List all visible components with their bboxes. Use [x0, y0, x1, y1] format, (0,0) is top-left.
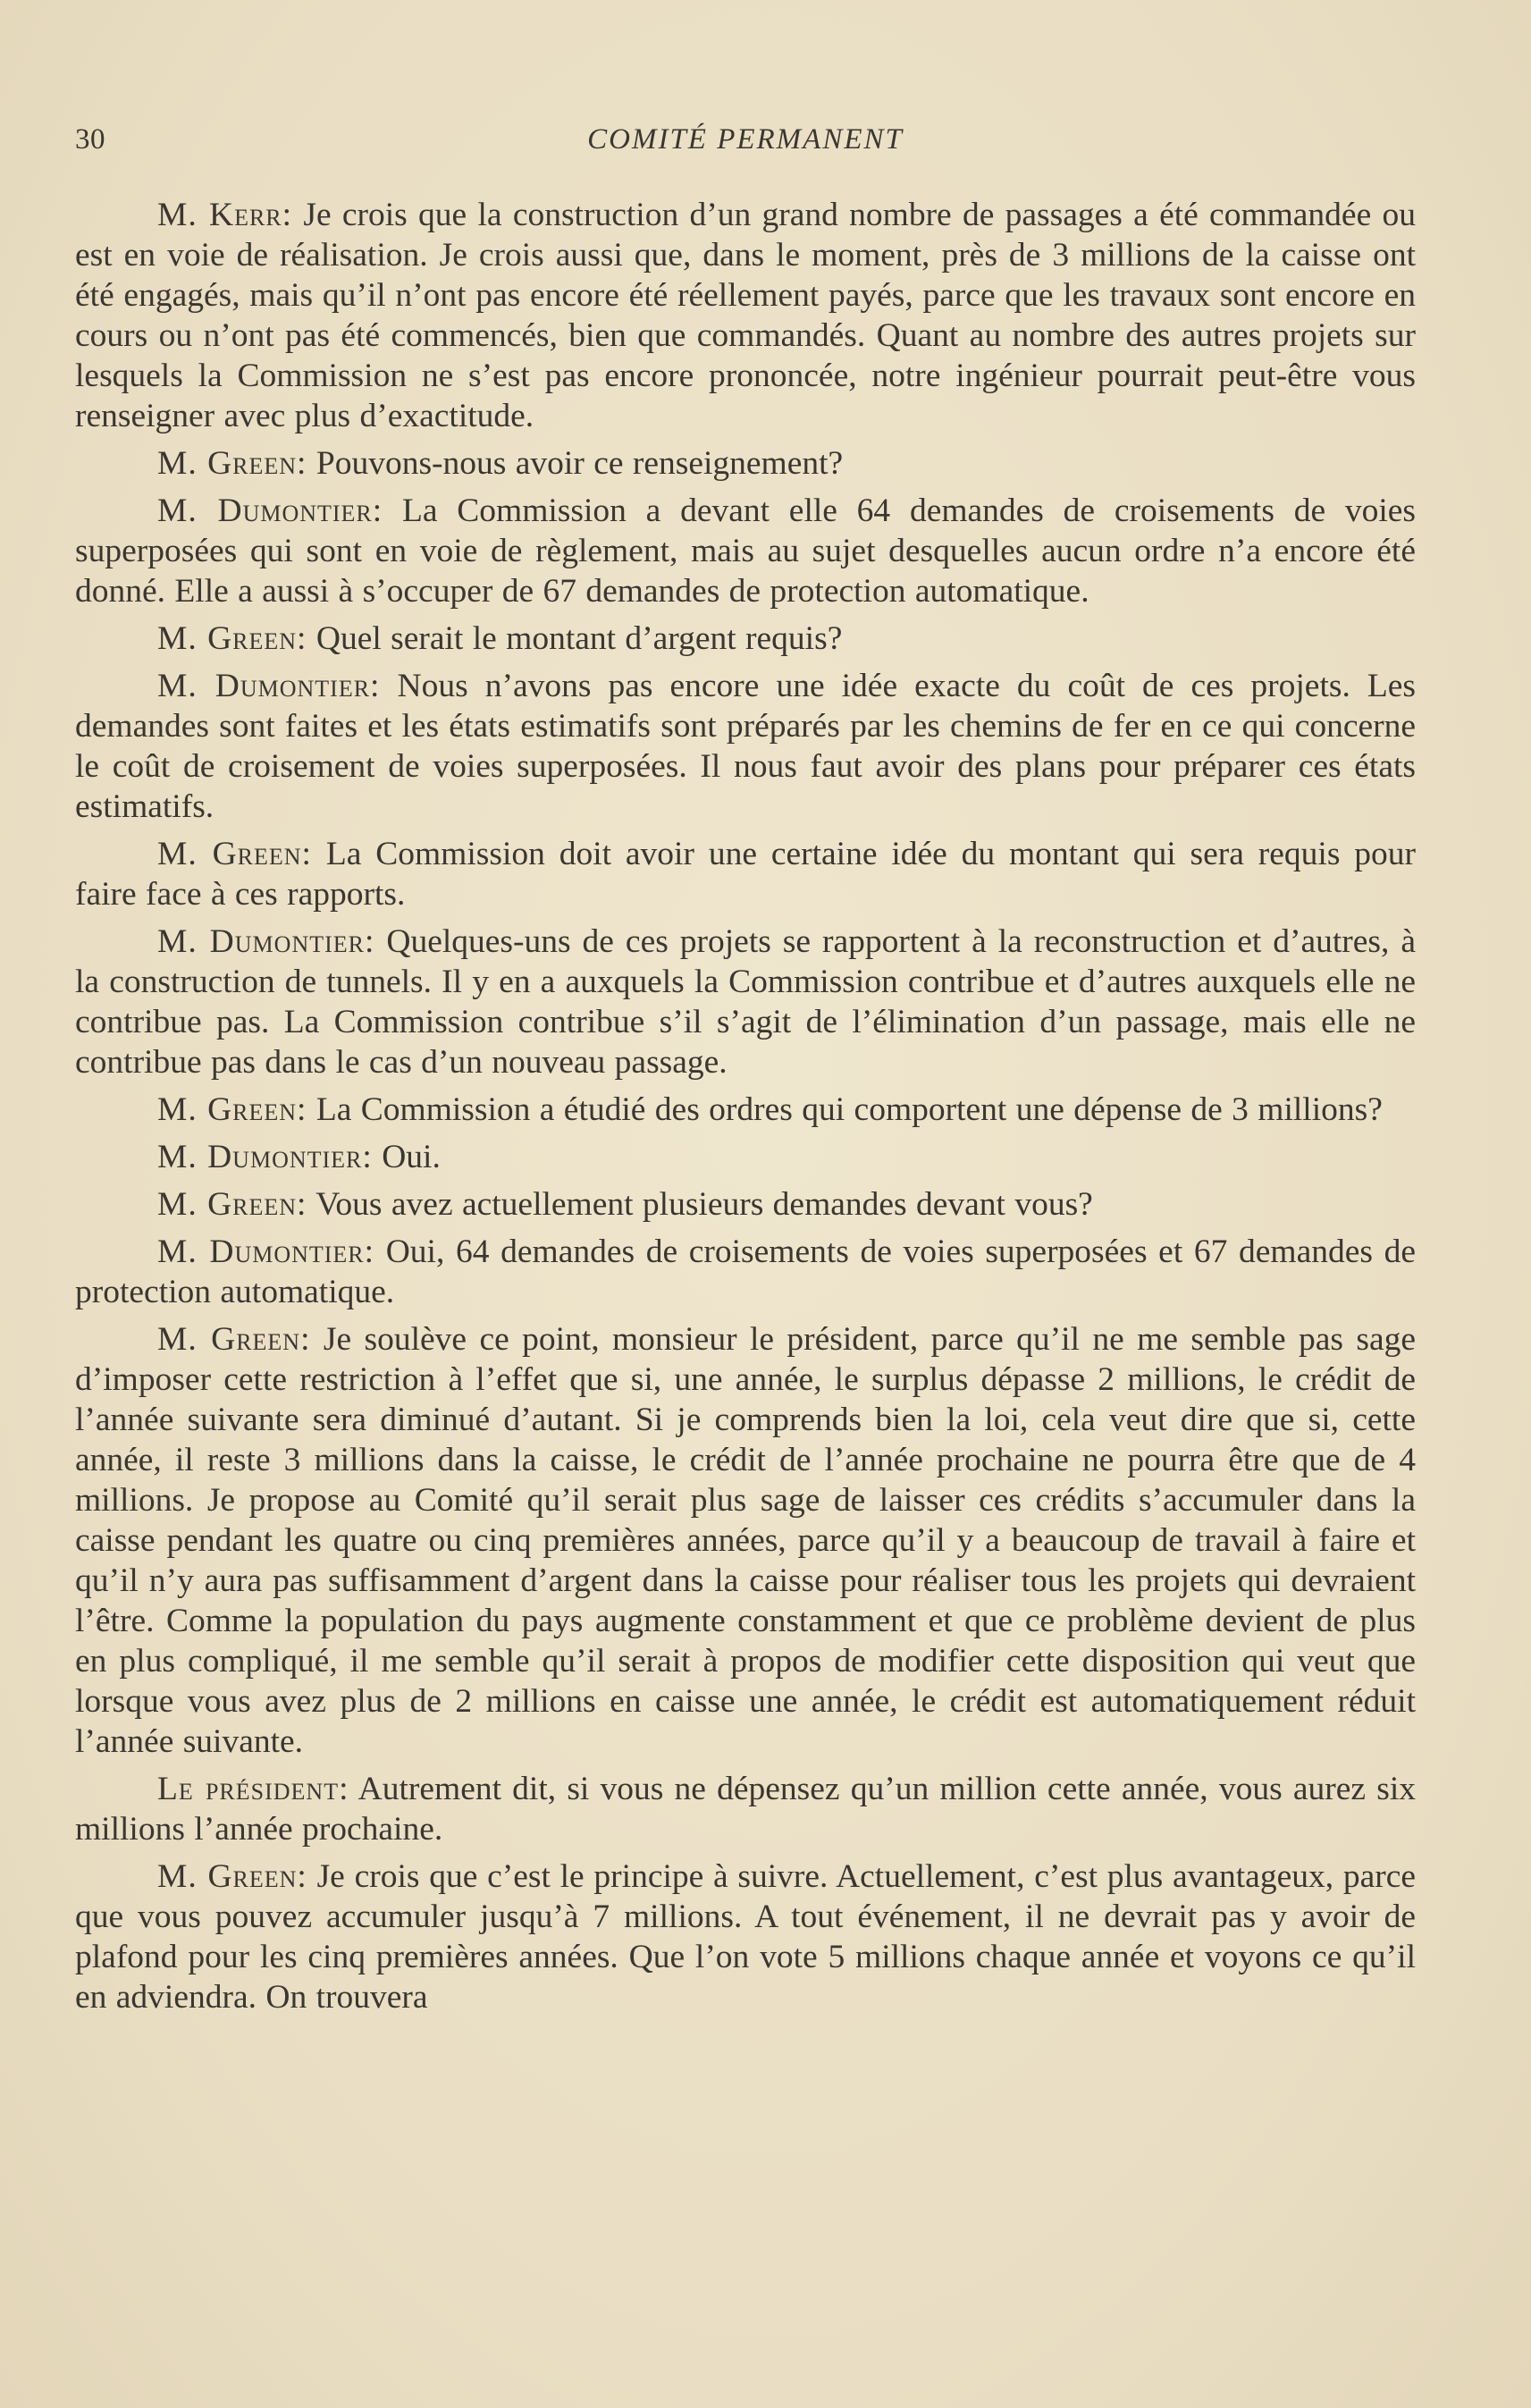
- speaker-name: M. Green:: [157, 1186, 307, 1223]
- paragraph: [75, 1137, 1416, 1177]
- running-title: COMITÉ PERMANENT: [587, 123, 904, 156]
- speaker-name: Le président:: [157, 1771, 349, 1807]
- paragraph-text: Quel serait le montant d’argent requis?: [315, 620, 843, 657]
- speaker-name: M. Dumontier:: [157, 1233, 375, 1270]
- paragraph-text: Nous n’avons pas encore une idée exacte du coût de ces projets. Les demandes sont faites et les états estimatifs sont préparés par les chemins de fer en ce qui concerne le coût de croisement de voies superposées. Il nous faut avoir des plans pour préparer ces états estimatifs.: [75, 668, 1417, 825]
- paragraph: [75, 1857, 1416, 2017]
- paragraph-text: Autrement dit, si vous ne dépensez qu’un million cette année, vous aurez six millions l’année prochaine.: [75, 1771, 1417, 1848]
- speaker-name: M. Green:: [157, 445, 307, 482]
- speaker-name: M. Dumontier:: [157, 493, 383, 529]
- paragraph: [75, 1090, 1416, 1130]
- paragraph-text: Je crois que la construction d’un grand nombre de passages a été commandée ou est en voie de réalisation. Je crois aussi que, dans le moment, près de 3 millions de la caisse ont été engagés, mais qu’il n’ont pas encore été réellement payés, parce que les travaux sont encore en cours ou n’ont pas été commencés, bien que commandés. Quant au nombre des autres projets sur lesquels la Commission ne s’est pas encore prononcée, notre ingénieur pourrait peut-être vous renseigner avec plus d’exactitude.: [75, 197, 1416, 434]
- paragraph: [75, 195, 1416, 436]
- paragraph-text: La Commission doit avoir une certaine idée du montant qui sera requis pour faire face à ces rapports.: [75, 836, 1417, 913]
- paragraph: [75, 491, 1416, 611]
- paragraph-text: Oui, 64 demandes de croisements de voies superposées et 67 demandes de protection automatique.: [75, 1233, 1416, 1310]
- paragraph: [75, 834, 1416, 914]
- paragraph: [75, 666, 1416, 827]
- paragraph: [75, 443, 1416, 484]
- paragraph-text: La Commission a devant elle 64 demandes de croisements de voies superposées qui sont en voie de règlement, mais au sujet desquelles aucun ordre n’a encore été donné. Elle a aussi à s’occuper de 67 demandes de protection automatique.: [75, 493, 1417, 610]
- page-header: [75, 123, 1416, 163]
- paragraph-text: Je crois que c’est le principe à suivre. Actuellement, c’est plus avantageux, parce que vous pouvez accumuler jusqu’à 7 millions. A tout événement, il ne devrait pas y avoir de plafond pour les cinq premières années. Que l’on vote 5 millions chaque année et voyons ce qu’il en adviendra. On trouvera: [75, 1858, 1417, 2016]
- speaker-name: M. Kerr:: [157, 197, 293, 233]
- paragraph-text: Quelques-uns de ces projets se rapportent à la reconstruction et d’autres, à la construction de tunnels. Il y en a auxquels la Commission contribue et d’autres auxquels elle ne contribue pas. La Commission contribue s’il s’agit de l’élimination d’un passage, mais elle ne contribue pas dans le cas d’un nouveau passage.: [75, 923, 1416, 1081]
- speaker-name: M. Green:: [157, 620, 307, 657]
- speaker-name: M. Dumontier:: [157, 668, 381, 704]
- transcript-body: [75, 195, 1416, 2025]
- paragraph: [75, 619, 1416, 659]
- speaker-name: M. Green:: [157, 836, 312, 872]
- speaker-name: M. Green:: [157, 1858, 307, 1895]
- paragraph: [75, 1184, 1416, 1225]
- paragraph-text: Je soulève ce point, monsieur le président, parce qu’il ne me semble pas sage d’imposer cette restriction à l’effet que si, une année, le surplus dépasse 2 millions, le crédit de l’année suivante sera diminué d’autant. Si je comprends bien la loi, cela veut dire que si, cette année, il reste 3 millions dans la caisse, le crédit de l’année prochaine ne pourra être que de 4 millions. Je propose au Comité qu’il serait plus sage de laisser ces crédits s’accumuler dans la caisse pendant les quatre ou cinq premières années, parce qu’il y a beaucoup de travail à faire et qu’il n’y aura pas suffisamment d’argent dans la caisse pour réaliser tous les projets qui devraient l’être. Comme la population du pays augmente constamment et que ce problème devient de plus en plus compliqué, il me semble qu’il serait à propos de modifier cette disposition qui veut que lorsque vous avez plus de 2 millions en caisse une année, le crédit est automatiquement réduit l’année suivante.: [75, 1321, 1416, 1760]
- speaker-name: M. Green:: [157, 1321, 311, 1358]
- paragraph: [75, 1769, 1416, 1849]
- paragraph-text: Pouvons-nous avoir ce renseignement?: [315, 445, 844, 482]
- speaker-name: M. Green:: [157, 1091, 307, 1128]
- paragraph: [75, 922, 1416, 1082]
- paragraph: [75, 1319, 1416, 1762]
- speaker-name: M. Dumontier:: [157, 923, 375, 960]
- paragraph-text: La Commission a étudié des ordres qui comportent une dépense de 3 millions?: [315, 1091, 1383, 1128]
- paragraph-text: Oui.: [382, 1139, 441, 1175]
- page-number: 30: [75, 123, 105, 156]
- speaker-name: M. Dumontier:: [157, 1139, 373, 1175]
- paragraph: [75, 1232, 1416, 1312]
- paragraph-text: Vous avez actuellement plusieurs demandes devant vous?: [315, 1186, 1093, 1223]
